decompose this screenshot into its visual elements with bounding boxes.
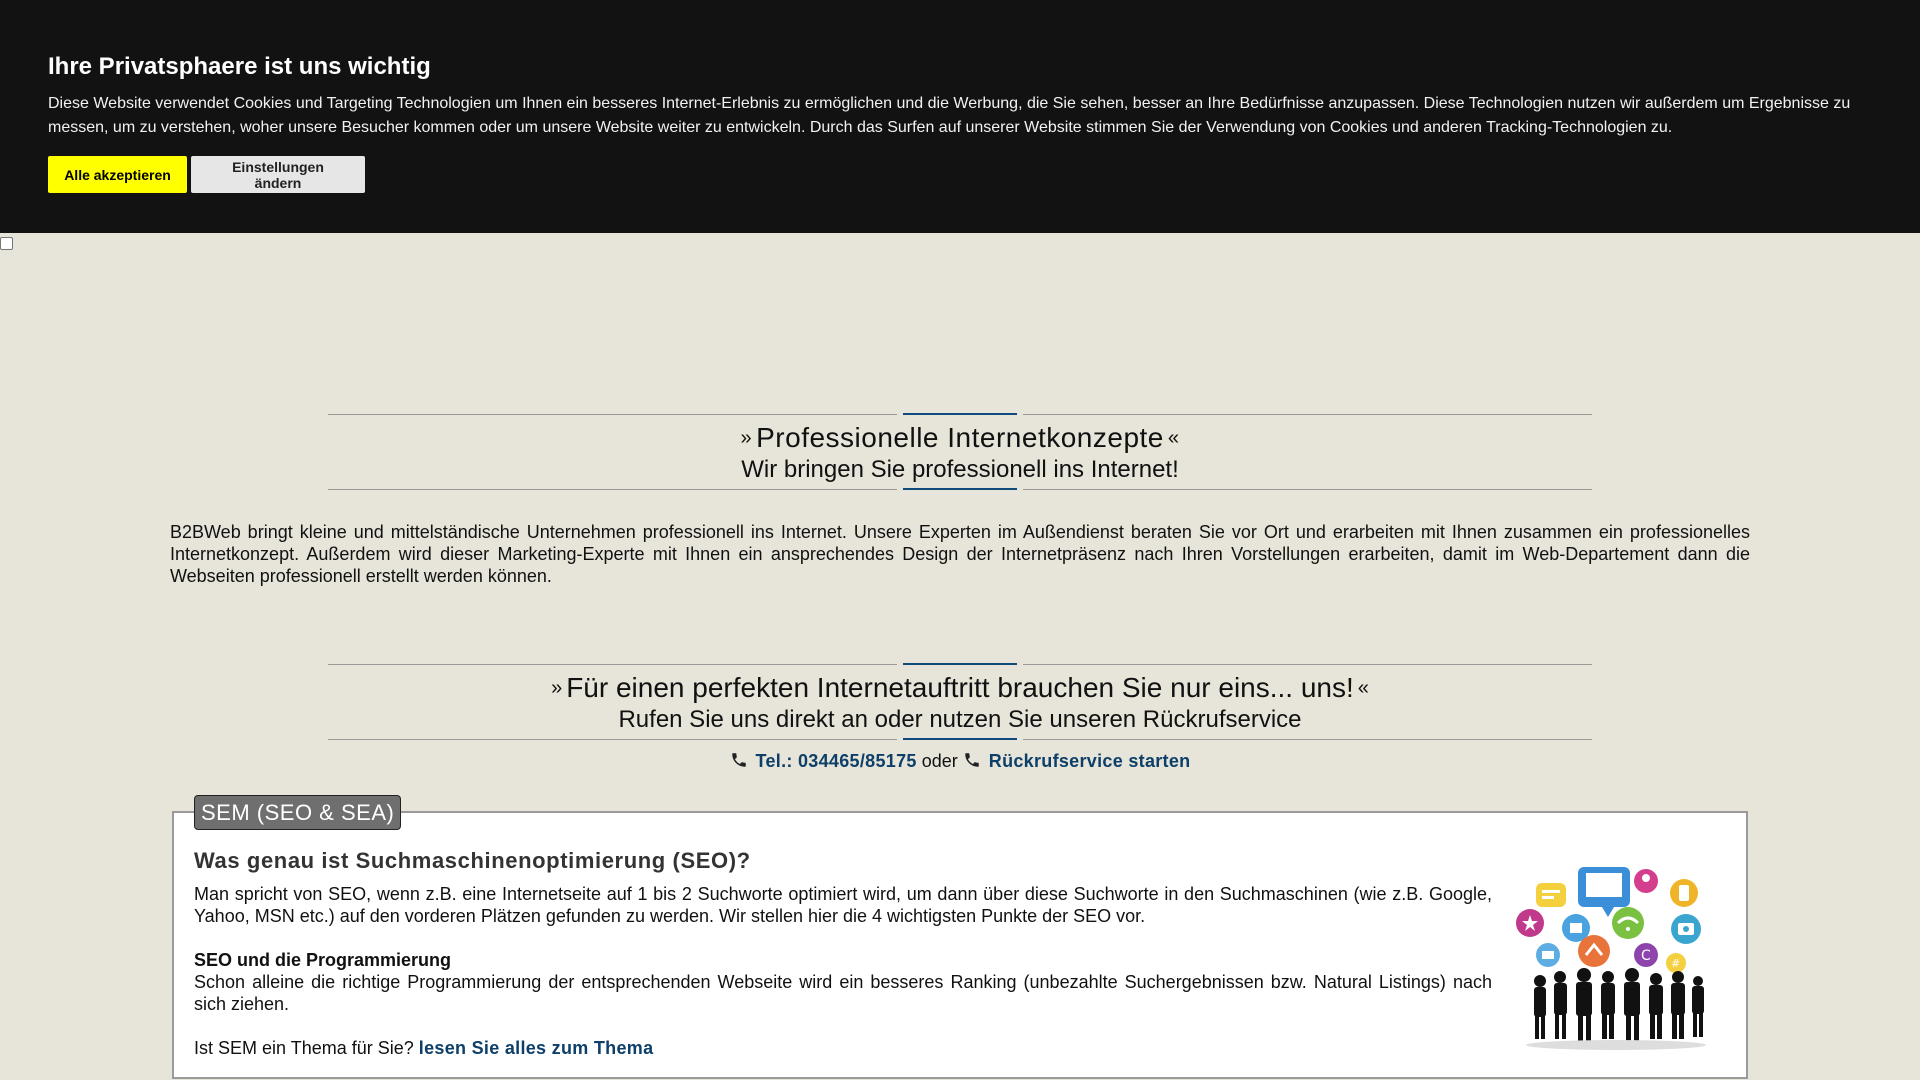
headline-subtitle: Rufen Sie uns direkt an oder nutzen Sie unseren Rückrufservice	[618, 706, 1302, 733]
headline-top-divider	[328, 414, 1592, 415]
headline-bottom-divider	[328, 739, 1592, 740]
change-settings-button[interactable]: Einstellungen ändern	[191, 156, 365, 193]
accept-all-button[interactable]: Alle akzeptieren	[48, 156, 187, 193]
sem-tab-label: SEM (SEO & SEA)	[194, 795, 401, 830]
or-text: oder	[921, 751, 958, 771]
sem-panel	[172, 800, 1748, 1079]
social-media-people-icon	[1516, 863, 1712, 1053]
hidden-checkbox[interactable]	[0, 237, 13, 250]
headline-subtitle: Wir bringen Sie professionell ins Internet!	[741, 456, 1179, 483]
quote-right-icon: «	[1357, 677, 1369, 699]
sem-subheading: SEO und die Programmierung	[194, 950, 452, 970]
quote-left-icon: »	[551, 677, 563, 699]
phone-link[interactable]: Tel.: 034465/85175	[755, 751, 917, 771]
headline-bottom-divider	[328, 489, 1592, 490]
svg-text:C: C	[1641, 948, 1651, 964]
contact-line	[0, 749, 1920, 773]
svg-text:#: #	[1671, 957, 1681, 970]
headline-title: » Professionelle Internetkonzepte «	[740, 422, 1180, 453]
sem-paragraph-1: Man spricht von SEO, wenn z.B. eine Internetseite auf 1 bis 2 Suchworte optimiert wird, um dann über diese Suchworte in den Suchmaschinen (wie z.B. Google, Yahoo, MSN etc.) auf den vorderen Plätzen gefunden zu werden. Wir stellen hier die 4 wichtigsten Punkte der SEO vor.	[194, 884, 1492, 926]
quote-right-icon: «	[1167, 427, 1180, 449]
sem-question: Ist SEM ein Thema für Sie?	[194, 1038, 414, 1058]
cookie-title: Ihre Privatsphaere ist uns wichtig	[48, 53, 431, 80]
phone-icon	[963, 751, 981, 769]
intro-paragraph: B2BWeb bringt kleine und mittelständische Unternehmen professionell ins Internet. Unsere Experten im Außendienst beraten Sie vor Ort und erarbeiten mit Ihnen zusammen ein professionelles Internetkonzept. Außerdem wird dieser Marketing-Experte mit Ihnen ein ansprechendes Design der Internetpräsenz nach Ihren Vorstellungen erarbeiten, damit im Web-Departement dann die Webseiten professionell erstellt werden können.	[170, 522, 1750, 586]
headline-internetkonzepte	[328, 413, 1592, 491]
quote-left-icon: »	[740, 427, 753, 449]
cookie-text: Diese Website verwendet Cookies und Targeting Technologien um Ihnen ein besseres Internet-Erlebnis zu ermöglichen und die Werbung, die Sie sehen, besser an Ihre Bedürfnisse anzupassen. Diese Technologien nutzen wir außerdem um Ergebnisse zu messen, um zu verstehen, woher unsere Besucher kommen oder um unsere Website weiter zu entwickeln. Durch das Surfen auf unserer Website stimmen Sie der Verwendung von Cookies und anderen Tracking-Technologien zu.	[48, 95, 1851, 136]
headline-top-divider	[328, 664, 1592, 665]
sem-content	[194, 847, 1492, 1059]
phone-icon	[730, 751, 748, 769]
callback-service-link[interactable]: Rückrufservice starten	[988, 751, 1191, 771]
sem-paragraph-2: Schon alleine die richtige Programmierung der entsprechenden Webseite wird ein besseres Ranking (unbezahlte Suchergebnissen bzw. Natural Listings) nach sich ziehen.	[194, 972, 1492, 1014]
headline-perfekter-auftritt	[328, 663, 1592, 741]
sem-cta-line	[194, 1037, 1492, 1059]
sem-heading: Was genau ist Suchmaschinenoptimierung (SEO)?	[194, 848, 751, 873]
read-more-link[interactable]: lesen Sie alles zum Thema	[418, 1038, 654, 1058]
cookie-banner	[0, 0, 1920, 233]
cookie-buttons	[48, 156, 1872, 193]
headline-title: » Für einen perfekten Internetauftritt brauchen Sie nur eins... uns! «	[551, 672, 1369, 703]
